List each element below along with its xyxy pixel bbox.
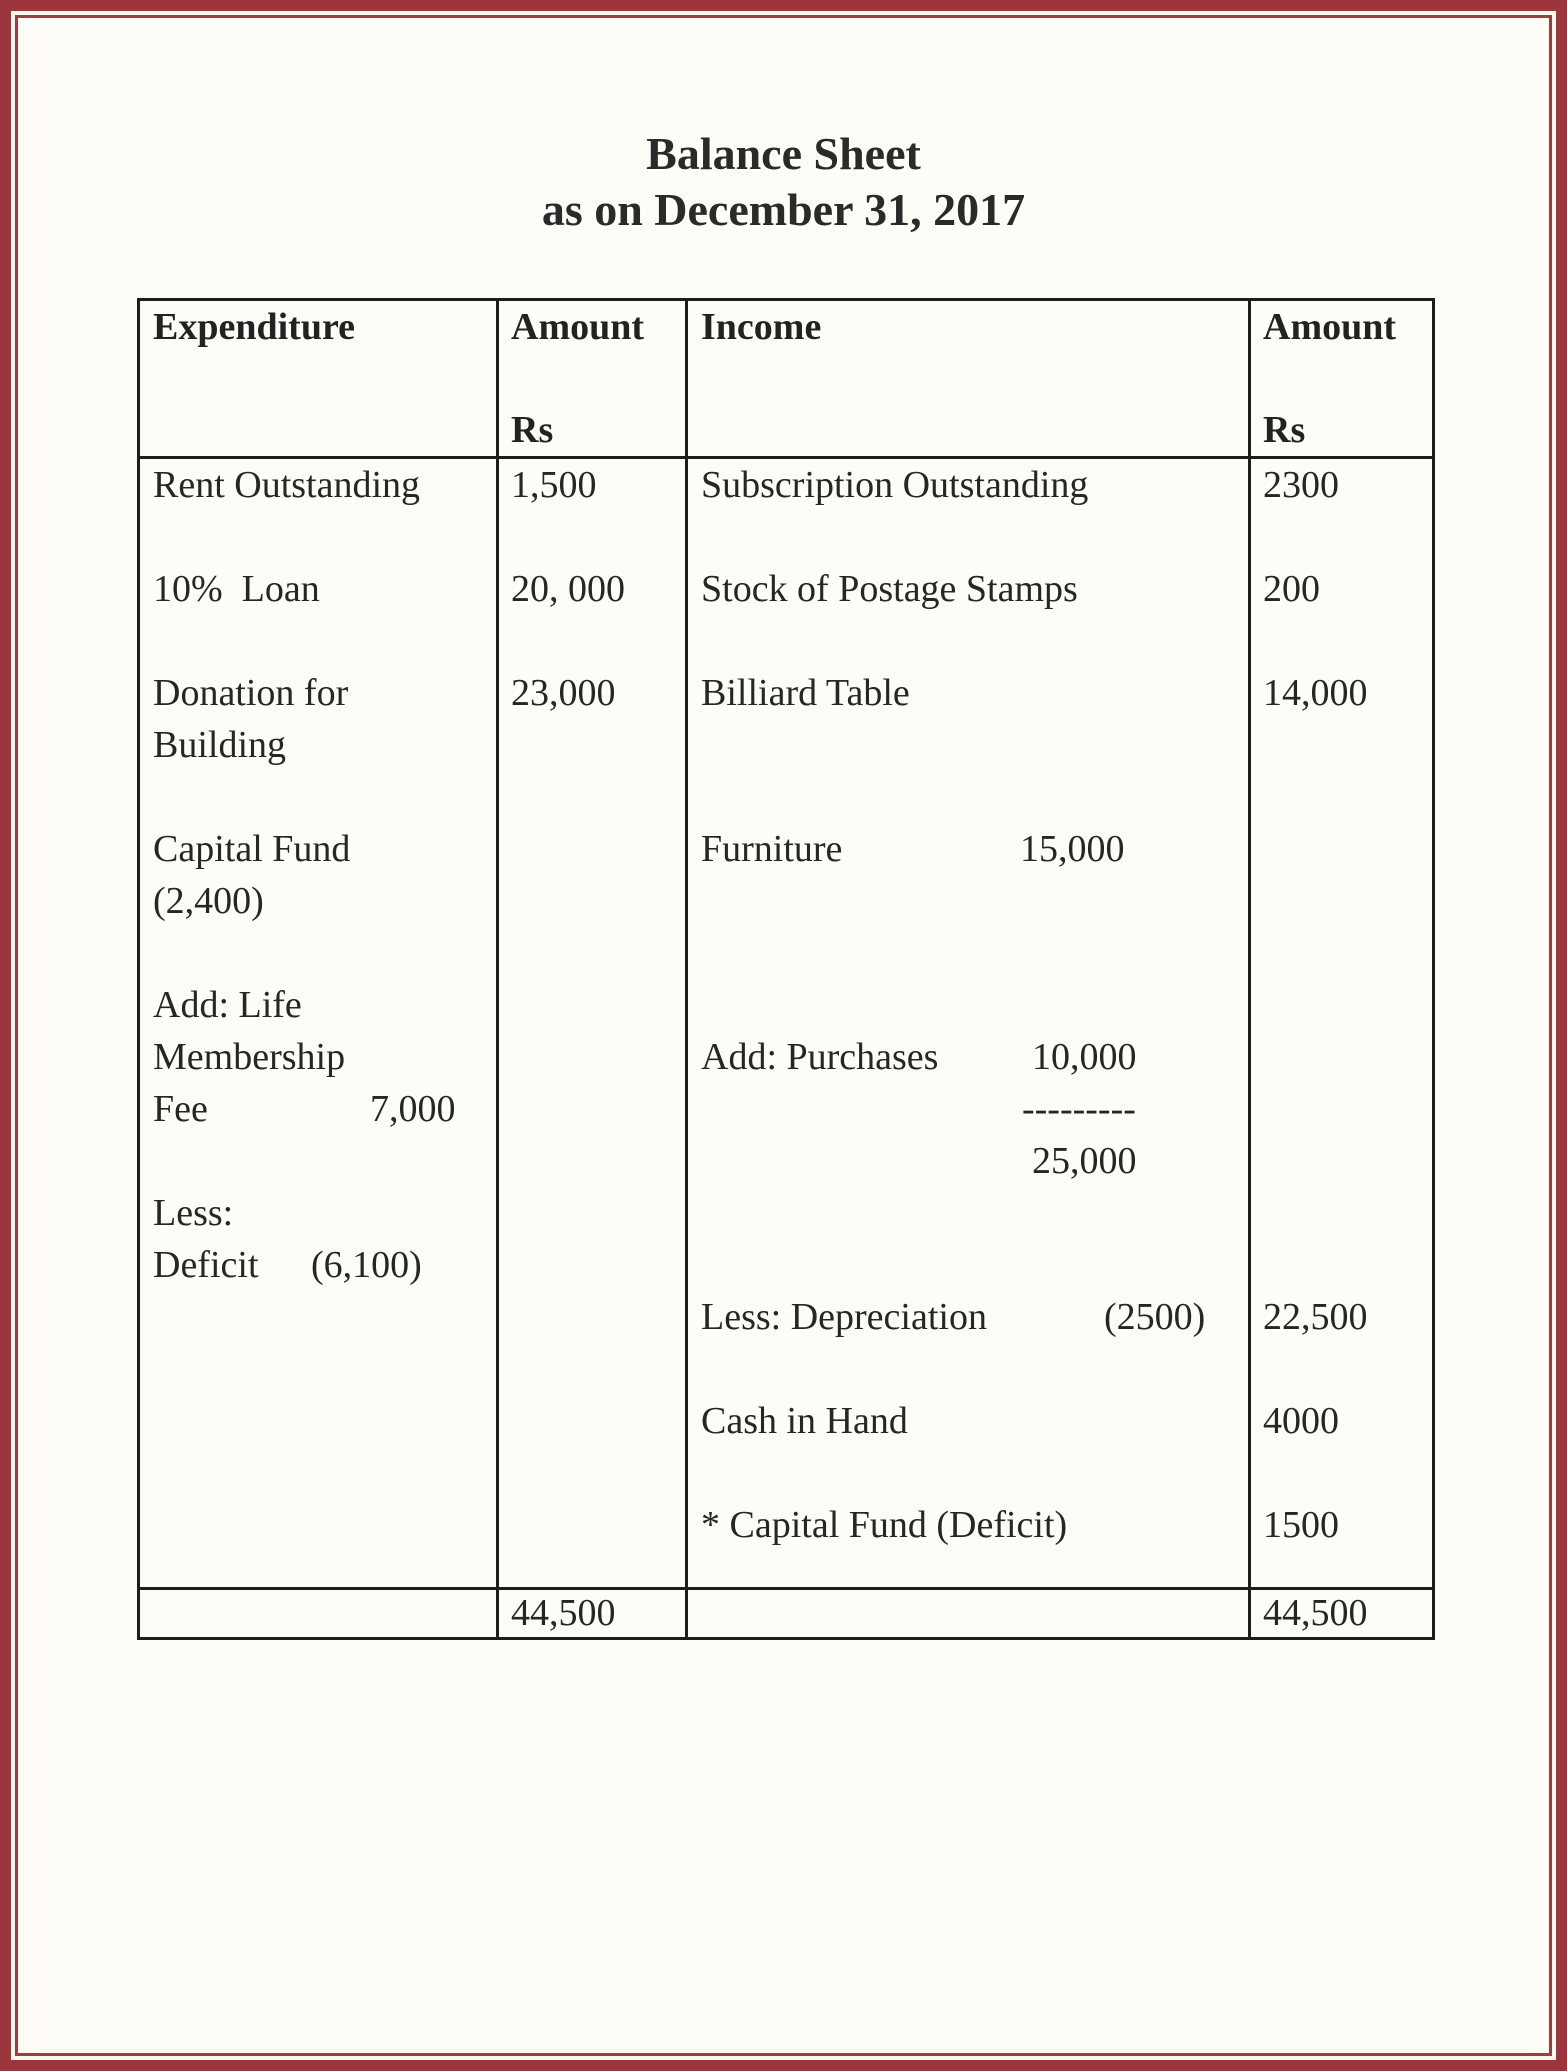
spacer-line	[701, 719, 1242, 771]
income-subtotal-line	[701, 1135, 1242, 1187]
expenditure-fee-label: Fee	[153, 1088, 208, 1130]
header-income: Income	[701, 306, 822, 348]
header-cell-income	[687, 300, 1250, 458]
spacer-line	[701, 979, 1242, 1031]
expenditure-capital-fund-line2: (2,400)	[153, 880, 264, 922]
expenditure-fee-line	[153, 1083, 490, 1135]
header-amount-right-unit: Rs	[1263, 409, 1306, 451]
balance-sheet-table	[137, 298, 1435, 1640]
amount-rent-outstanding: 1,500	[511, 464, 597, 506]
page-frame-gap	[11, 11, 1556, 2060]
spacer-line	[701, 1447, 1242, 1499]
income-add-purchases-label: Add: Purchases	[701, 1036, 939, 1078]
income-less-depreciation-label: Less: Depreciation	[701, 1296, 987, 1338]
spacer-line	[701, 511, 1242, 563]
income-add-purchases-value: 10,000	[1032, 1036, 1137, 1078]
amount-capital-fund-deficit: 1500	[1263, 1504, 1339, 1546]
total-amount-right: 44,500	[1263, 1592, 1368, 1634]
spacer-line	[153, 615, 490, 667]
spacer-line	[1263, 1447, 1428, 1499]
expenditure-add-life-line1: Add: Life	[153, 984, 302, 1026]
income-stock-postage-stamps: Stock of Postage Stamps	[701, 568, 1078, 610]
header-amount-left: Amount	[511, 306, 645, 348]
spacer-line	[1263, 1031, 1428, 1083]
spacer-line	[153, 511, 490, 563]
spacer-line	[1263, 511, 1428, 563]
spacer-line	[1263, 615, 1428, 667]
expenditure-donation-line1: Donation for	[153, 672, 349, 714]
spacer-line	[1263, 1187, 1428, 1239]
totals-amount-left-cell	[498, 1589, 687, 1639]
income-billiard-table: Billiard Table	[701, 672, 910, 714]
income-dashes: ---------	[1022, 1088, 1136, 1130]
header-row	[139, 300, 1434, 458]
spacer-line	[511, 511, 681, 563]
income-furniture-label: Furniture	[701, 828, 843, 870]
expenditure-capital-fund-line1: Capital Fund	[153, 828, 351, 870]
amount-furniture-net: 22,500	[1263, 1296, 1368, 1338]
spacer-line	[1263, 1135, 1428, 1187]
header-amount-left-unit: Rs	[511, 409, 554, 451]
spacer-line	[511, 615, 681, 667]
header-cell-expenditure	[139, 300, 498, 458]
expenditure-deficit-value: (6,100)	[311, 1244, 422, 1286]
income-subscription-outstanding: Subscription Outstanding	[701, 464, 1089, 506]
page-frame-inner	[15, 15, 1552, 2056]
income-capital-fund-deficit: * Capital Fund (Deficit)	[701, 1504, 1068, 1546]
spacer-line	[701, 927, 1242, 979]
expenditure-rent-outstanding: Rent Outstanding	[153, 464, 421, 506]
expenditure-deficit-label: Deficit	[153, 1244, 259, 1286]
amount-subscription-outstanding: 2300	[1263, 464, 1339, 506]
total-amount-left: 44,500	[511, 1592, 616, 1634]
title-line-2: as on December 31, 2017	[541, 184, 1026, 235]
income-add-purchases-line	[701, 1031, 1242, 1083]
spacer-line	[1263, 875, 1428, 927]
income-less-depreciation-value: (2500)	[1104, 1296, 1206, 1338]
header-amount-right: Amount	[1263, 306, 1397, 348]
spacer-line	[153, 1135, 490, 1187]
expenditure-deficit-line	[153, 1239, 490, 1291]
spacer-line	[1263, 719, 1428, 771]
amount-right-cell	[1250, 458, 1434, 1589]
amount-left-cell	[498, 458, 687, 1589]
spacer-line	[701, 1239, 1242, 1291]
expenditure-less-label: Less:	[153, 1192, 234, 1234]
amount-billiard-table: 14,000	[1263, 672, 1368, 714]
spacer-line	[1263, 823, 1428, 875]
spacer-line	[701, 1187, 1242, 1239]
totals-amount-right-cell	[1250, 1589, 1434, 1639]
spacer-line	[153, 771, 490, 823]
amount-stock-postage-stamps: 200	[1263, 568, 1320, 610]
amount-loan: 20, 000	[511, 568, 625, 610]
income-less-depreciation-line	[701, 1291, 1242, 1343]
spacer-line	[1263, 927, 1428, 979]
amount-cash-in-hand: 4000	[1263, 1400, 1339, 1442]
header-cell-amount-right	[1250, 300, 1434, 458]
income-subtotal: 25,000	[1032, 1140, 1137, 1182]
expenditure-add-life-line2: Membership	[153, 1036, 346, 1078]
totals-income-cell	[687, 1589, 1250, 1639]
income-furniture-line	[701, 823, 1242, 875]
income-cash-in-hand: Cash in Hand	[701, 1400, 908, 1442]
spacer-line	[1263, 771, 1428, 823]
spacer-line	[153, 927, 490, 979]
expenditure-loan: 10% Loan	[153, 568, 320, 610]
income-cell	[687, 458, 1250, 1589]
expenditure-fee-value: 7,000	[370, 1088, 456, 1130]
amount-donation: 23,000	[511, 672, 616, 714]
spacer-line	[1263, 1343, 1428, 1395]
spacer-line	[1263, 979, 1428, 1031]
totals-expenditure-cell	[139, 1589, 498, 1639]
totals-row	[139, 1589, 1434, 1639]
document-title	[18, 126, 1549, 238]
expenditure-cell	[139, 458, 498, 1589]
body-row	[139, 458, 1434, 1589]
spacer-line	[1263, 1083, 1428, 1135]
spacer-line	[701, 1343, 1242, 1395]
spacer-line	[701, 875, 1242, 927]
spacer-line	[1263, 1239, 1428, 1291]
header-expenditure: Expenditure	[153, 306, 356, 348]
income-dashes-line	[701, 1083, 1242, 1135]
header-cell-amount-left	[498, 300, 687, 458]
income-furniture-value: 15,000	[1020, 828, 1125, 870]
spacer-line	[701, 615, 1242, 667]
spacer-line	[701, 771, 1242, 823]
expenditure-donation-line2: Building	[153, 724, 287, 766]
title-line-1: Balance Sheet	[646, 128, 921, 179]
